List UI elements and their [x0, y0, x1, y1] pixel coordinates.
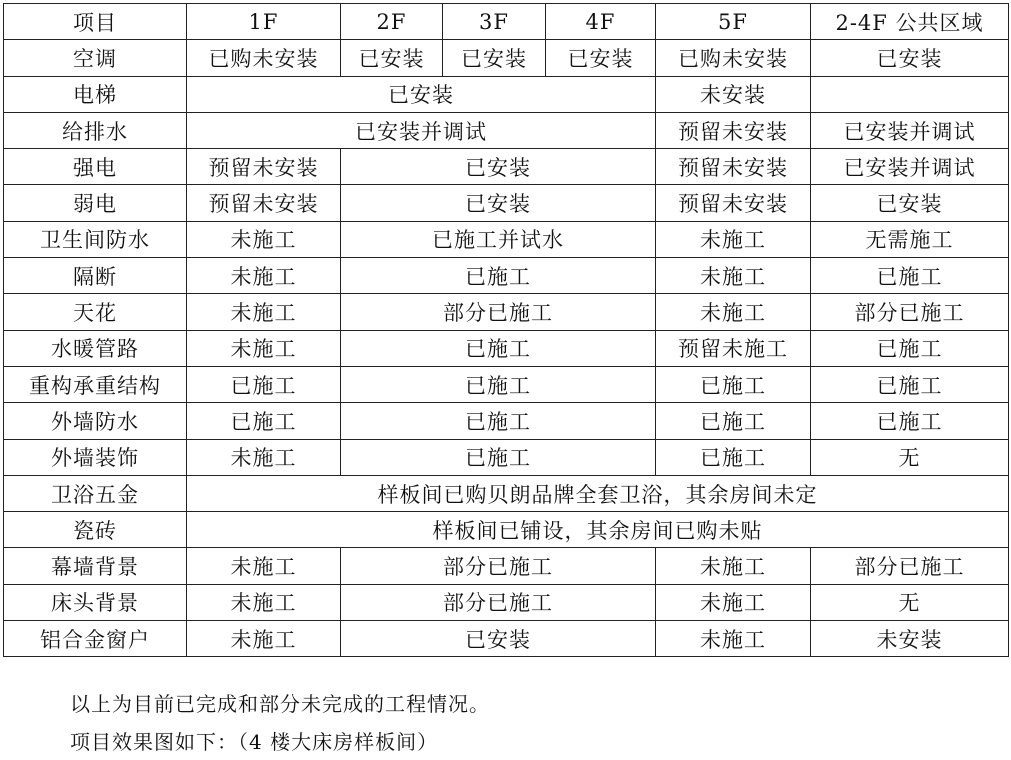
cell-1f: 已购未安装	[187, 40, 341, 76]
cell-5f: 未施工	[656, 294, 811, 330]
cell-5f: 未施工	[656, 621, 811, 657]
cell-5f: 已施工	[656, 366, 811, 402]
cell-5f: 已购未安装	[656, 40, 811, 76]
cell-public-area: 部分已施工	[811, 294, 1009, 330]
cell-5f: 未施工	[656, 221, 811, 257]
row-item-label: 卫浴五金	[4, 475, 187, 511]
table-row	[4, 221, 1009, 257]
row-item-label: 隔断	[4, 258, 187, 294]
table-row	[4, 512, 1009, 548]
note-rendering-caption: 项目效果图如下：（4 楼大床房样板间）	[70, 730, 439, 754]
cell-3f: 已安装	[443, 40, 546, 76]
table-row	[4, 366, 1009, 402]
cell-5f: 预留未安装	[656, 149, 811, 185]
cell-1f: 未施工	[187, 548, 341, 584]
cell-public-area: 已施工	[811, 366, 1009, 402]
project-status-table	[3, 3, 1009, 657]
row-item-label: 卫生间防水	[4, 221, 187, 257]
cell-2f-4f: 已安装	[341, 149, 656, 185]
cell-1f: 未施工	[187, 621, 341, 657]
cell-5f: 已施工	[656, 439, 811, 475]
cell-1f-4f: 已安装并调试	[187, 112, 656, 148]
cell-2f: 已安装	[341, 40, 443, 76]
cell-2f-4f: 已施工	[341, 366, 656, 402]
cell-2f-4f: 已施工	[341, 330, 656, 366]
row-item-label: 天花	[4, 294, 187, 330]
cell-5f: 未施工	[656, 548, 811, 584]
table-row	[4, 330, 1009, 366]
cell-1f: 未施工	[187, 221, 341, 257]
cell-1f: 预留未安装	[187, 185, 341, 221]
row-item-label: 水暖管路	[4, 330, 187, 366]
table-row	[4, 403, 1009, 439]
row-item-label: 重构承重结构	[4, 366, 187, 402]
cell-public-area: 部分已施工	[811, 548, 1009, 584]
header-3f: 3F	[443, 4, 546, 40]
row-item-label: 空调	[4, 40, 187, 76]
cell-public-area: 无	[811, 439, 1009, 475]
cell-2f-4f: 部分已施工	[341, 584, 656, 620]
table-header-row	[4, 4, 1009, 40]
row-item-label: 瓷砖	[4, 512, 187, 548]
cell-2f-4f: 已施工	[341, 258, 656, 294]
cell-public-area: 已施工	[811, 403, 1009, 439]
header-item: 项目	[4, 4, 187, 40]
header-2f: 2F	[341, 4, 443, 40]
table-row	[4, 621, 1009, 657]
table-row	[4, 40, 1009, 76]
cell-2f-4f: 部分已施工	[341, 294, 656, 330]
cell-2f-4f: 已施工	[341, 403, 656, 439]
cell-public-area: 已安装	[811, 40, 1009, 76]
header-4f: 4F	[546, 4, 656, 40]
header-public-area: 2-4F 公共区域	[811, 4, 1009, 40]
cell-1f: 未施工	[187, 584, 341, 620]
table-row	[4, 548, 1009, 584]
table-row	[4, 475, 1009, 511]
row-item-label: 铝合金窗户	[4, 621, 187, 657]
row-item-label: 床头背景	[4, 584, 187, 620]
cell-5f: 预留未施工	[656, 330, 811, 366]
cell-public-area: 已安装	[811, 185, 1009, 221]
cell-1f: 未施工	[187, 439, 341, 475]
cell-public-area: 已安装并调试	[811, 112, 1009, 148]
row-item-label: 电梯	[4, 76, 187, 112]
header-5f: 5F	[656, 4, 811, 40]
cell-5f: 未施工	[656, 584, 811, 620]
table-row	[4, 185, 1009, 221]
cell-1f: 已施工	[187, 366, 341, 402]
cell-5f: 预留未安装	[656, 112, 811, 148]
table-row	[4, 112, 1009, 148]
cell-all-floors: 样板间已购贝朗品牌全套卫浴，其余房间未定	[187, 475, 1009, 511]
row-item-label: 弱电	[4, 185, 187, 221]
cell-5f: 已施工	[656, 403, 811, 439]
row-item-label: 给排水	[4, 112, 187, 148]
cell-public-area: 无	[811, 584, 1009, 620]
cell-2f-4f: 已安装	[341, 621, 656, 657]
cell-5f: 预留未安装	[656, 185, 811, 221]
cell-5f: 未施工	[656, 258, 811, 294]
table-row	[4, 584, 1009, 620]
cell-2f-4f: 已施工并试水	[341, 221, 656, 257]
table-row	[4, 149, 1009, 185]
header-1f: 1F	[187, 4, 341, 40]
cell-1f: 未施工	[187, 294, 341, 330]
cell-2f-4f: 已安装	[341, 185, 656, 221]
table-row	[4, 294, 1009, 330]
cell-2f-4f: 部分已施工	[341, 548, 656, 584]
table-body	[4, 4, 1009, 657]
row-item-label: 幕墙背景	[4, 548, 187, 584]
cell-1f: 预留未安装	[187, 149, 341, 185]
cell-5f: 未安装	[656, 76, 811, 112]
note-completed-status: 以上为目前已完成和部分未完成的工程情况。	[70, 692, 490, 716]
table-row	[4, 76, 1009, 112]
cell-public-area: 无需施工	[811, 221, 1009, 257]
cell-public-area: 已施工	[811, 258, 1009, 294]
cell-public-area: 未安装	[811, 621, 1009, 657]
cell-public-area: 已安装并调试	[811, 149, 1009, 185]
cell-1f-4f: 已安装	[187, 76, 656, 112]
row-item-label: 外墙装饰	[4, 439, 187, 475]
cell-public-area	[811, 76, 1009, 112]
cell-1f: 已施工	[187, 403, 341, 439]
row-item-label: 强电	[4, 149, 187, 185]
cell-all-floors: 样板间已铺设，其余房间已购未贴	[187, 512, 1009, 548]
table-row	[4, 258, 1009, 294]
cell-1f: 未施工	[187, 258, 341, 294]
row-item-label: 外墙防水	[4, 403, 187, 439]
cell-4f: 已安装	[546, 40, 656, 76]
table-row	[4, 439, 1009, 475]
cell-public-area: 已施工	[811, 330, 1009, 366]
cell-1f: 未施工	[187, 330, 341, 366]
cell-2f-4f: 已施工	[341, 439, 656, 475]
